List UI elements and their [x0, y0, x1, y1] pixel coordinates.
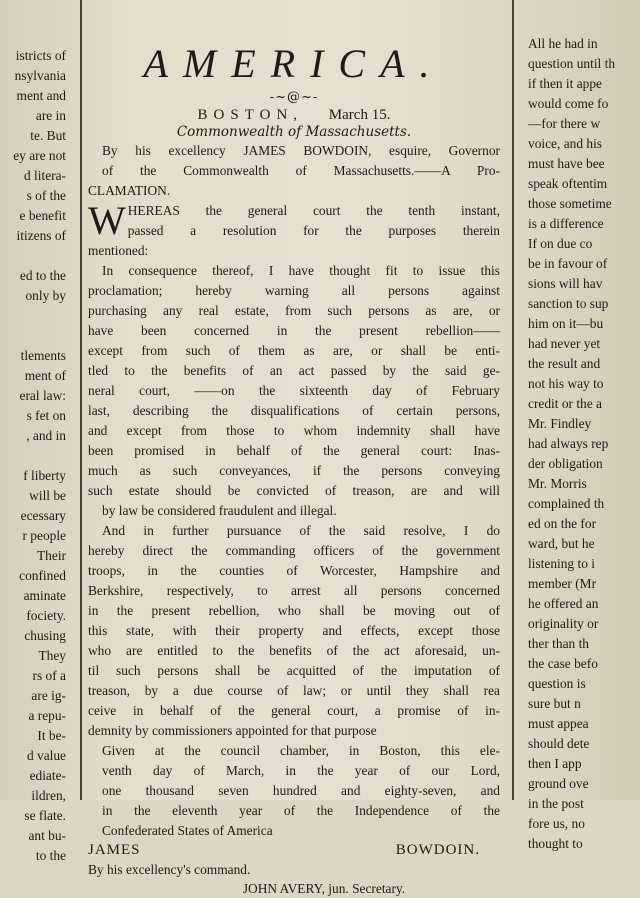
right-column-line: Mr. Findley	[528, 414, 640, 434]
right-column-line: ther than th	[528, 634, 640, 654]
right-column-line: had always rep	[528, 434, 640, 454]
command-line: By his excellency's command.	[88, 860, 500, 880]
left-column-line: nsylvania	[0, 66, 66, 86]
right-column-line: in the post	[528, 794, 640, 814]
left-column-line: e benefit	[0, 206, 66, 226]
body-line: til such persons shall be acquitted of the imputation of	[88, 661, 500, 681]
left-column-line: chusing	[0, 626, 66, 646]
left-column-line: s of the	[0, 186, 66, 206]
left-column-line: are ig-	[0, 686, 66, 706]
body-line: been promised in behalf of the general court: Inas-	[88, 441, 500, 461]
left-column-line: fociety.	[0, 606, 66, 626]
right-column-line: he offered an	[528, 594, 640, 614]
right-column-line: if then it appe	[528, 74, 640, 94]
body-line: of the Commonwealth of Massachusetts.——A Pro-	[88, 161, 500, 181]
right-column-line: Mr. Morris	[528, 474, 640, 494]
body-line: HEREAS the general court the tenth instant,	[88, 201, 500, 221]
left-column-line: ant bu-	[0, 826, 66, 846]
dateline-date: March 15.	[329, 107, 391, 123]
right-column-line: listening to i	[528, 554, 640, 574]
right-column-line: der obligation	[528, 454, 640, 474]
article-america	[88, 0, 500, 898]
body-line: By his excellency JAMES BOWDOIN, esquire, Governor	[88, 141, 500, 161]
right-column-line: ed on the for	[528, 514, 640, 534]
left-column-line: itizens of	[0, 226, 66, 246]
body-line: purchasing any real estate, from such persons as are, or	[88, 301, 500, 321]
right-column-line: member (Mr	[528, 574, 640, 594]
body-line: In consequence thereof, I have thought fit to issue this	[88, 261, 500, 281]
body-line: passed a resolution for the purposes therein	[88, 221, 500, 241]
left-column-line: istricts of	[0, 46, 66, 66]
left-column-line: ediate-	[0, 766, 66, 786]
left-column-line: s fet on	[0, 406, 66, 426]
right-column-line: sure but n	[528, 694, 640, 714]
body-line: Given at the council chamber, in Boston, this ele-	[88, 741, 500, 761]
left-column-line	[0, 246, 66, 266]
left-column-line: only by	[0, 286, 66, 306]
body-line: neral court, ——on the sixteenth day of February	[88, 381, 500, 401]
left-column-line	[0, 326, 66, 346]
left-column-line	[0, 306, 66, 326]
body-line: tled to the benefits of an act passed by the said ge-	[88, 361, 500, 381]
left-column-line: ey are not	[0, 146, 66, 166]
right-column	[528, 34, 640, 854]
left-column-line: d litera-	[0, 166, 66, 186]
left-column-line: It be-	[0, 726, 66, 746]
right-column-line: If on due co	[528, 234, 640, 254]
left-column-line: d value	[0, 746, 66, 766]
left-column-line: confined	[0, 566, 66, 586]
body-line: much as such conveyances, if the persons conveying	[88, 461, 500, 481]
right-column-line: sanction to sup	[528, 294, 640, 314]
body-line: venth day of March, in the year of our Lord,	[88, 761, 500, 781]
right-column-line: thought to	[528, 834, 640, 854]
left-column-line: a repu-	[0, 706, 66, 726]
left-column-line: ment of	[0, 366, 66, 386]
right-column-line: voice, and his	[528, 134, 640, 154]
body-line: who are entitled to the benefits of the act aforesaid, un-	[88, 641, 500, 661]
right-column-line: ward, but he	[528, 534, 640, 554]
left-column-line: Their	[0, 546, 66, 566]
right-column-line: the case befo	[528, 654, 640, 674]
body-line: mentioned:	[88, 241, 500, 261]
left-column-line: are in	[0, 106, 66, 126]
left-column-line: , and in	[0, 426, 66, 446]
ornament-divider: -~@~-	[88, 90, 500, 106]
left-column-line: ment and	[0, 86, 66, 106]
body-line: in the present rebellion, who shall be moving out of	[88, 601, 500, 621]
right-column-line: must have bee	[528, 154, 640, 174]
right-column-line: then I app	[528, 754, 640, 774]
left-column-line: f liberty	[0, 466, 66, 486]
left-column-line: se flate.	[0, 806, 66, 826]
right-column-line: originality or	[528, 614, 640, 634]
dateline	[88, 106, 500, 124]
body-line: Confederated States of America	[88, 821, 500, 841]
body-line: And in further pursuance of the said resolve, I do	[88, 521, 500, 541]
right-column-line: the result and	[528, 354, 640, 374]
right-column-line: must appea	[528, 714, 640, 734]
left-column-line	[0, 446, 66, 466]
body-line: and except from those to whom indemnity shall have	[88, 421, 500, 441]
left-column-line: te. But	[0, 126, 66, 146]
left-column-line: eral law:	[0, 386, 66, 406]
body-line: troops, in the counties of Worcester, Hampshire and	[88, 561, 500, 581]
commonwealth-heading: Commonwealth of Massachusetts.	[88, 124, 500, 141]
body-line: except from such of them as are, or shall be enti-	[88, 341, 500, 361]
left-column-line: ed to the	[0, 266, 66, 286]
body-line: demnity by commissioners appointed for that purpose	[88, 721, 500, 741]
right-column-line: him on it—bu	[528, 314, 640, 334]
right-column-line: credit or the a	[528, 394, 640, 414]
body-line: this state, with their property and effects, except those	[88, 621, 500, 641]
left-column	[0, 46, 66, 866]
dateline-place: BOSTON,	[198, 107, 304, 123]
left-column-line: aminate	[0, 586, 66, 606]
column-rule-left	[80, 0, 82, 800]
left-column-line: rs of a	[0, 666, 66, 686]
right-column-line: be in favour of	[528, 254, 640, 274]
left-column-line: to the	[0, 846, 66, 866]
right-column-line: complained th	[528, 494, 640, 514]
right-column-line: speak oftentim	[528, 174, 640, 194]
right-column-line: ground ove	[528, 774, 640, 794]
right-column-line: sions will hav	[528, 274, 640, 294]
left-column-line: ecessary	[0, 506, 66, 526]
left-column-line: tlements	[0, 346, 66, 366]
left-column-line: will be	[0, 486, 66, 506]
body-line: Berkshire, respectively, to arrest all persons concerned	[88, 581, 500, 601]
article-title: AMERICA.	[88, 40, 500, 88]
right-column-line: All he had in	[528, 34, 640, 54]
body-line: ceive in behalf of the general court, a promise of in-	[88, 701, 500, 721]
drop-cap-w: W	[88, 203, 126, 239]
body-line: one thousand seven hundred and eighty-seven, and	[88, 781, 500, 801]
right-column-line: —for there w	[528, 114, 640, 134]
secretary-line: JOHN AVERY, jun. Secretary.	[88, 880, 500, 898]
right-column-line: would come fo	[528, 94, 640, 114]
proclamation-body	[88, 141, 500, 841]
body-line: by law be considered fraudulent and illegal.	[88, 501, 500, 521]
body-line: treason, by a due course of law; or until they shall rea	[88, 681, 500, 701]
body-line: CLAMATION.	[88, 181, 500, 201]
right-column-line: question is	[528, 674, 640, 694]
body-line: last, describing the disqualifications of certain persons,	[88, 401, 500, 421]
signature: JAMES BOWDOIN.	[88, 841, 500, 860]
body-line: hereby direct the commanding officers of the government	[88, 541, 500, 561]
body-line: in the eleventh year of the Independence of the	[88, 801, 500, 821]
right-column-line: is a difference	[528, 214, 640, 234]
left-column-line: They	[0, 646, 66, 666]
right-column-line: not his way to	[528, 374, 640, 394]
column-rule-right	[512, 0, 514, 800]
right-column-line: those sometime	[528, 194, 640, 214]
right-column-line: should dete	[528, 734, 640, 754]
right-column-line: question until th	[528, 54, 640, 74]
body-line: proclamation; hereby warning all persons against	[88, 281, 500, 301]
left-column-line: r people	[0, 526, 66, 546]
left-column-line: ildren,	[0, 786, 66, 806]
right-column-line: had never yet	[528, 334, 640, 354]
body-line: have been concerned in the present rebellion——	[88, 321, 500, 341]
body-line: such estate should be convicted of treason, are and will	[88, 481, 500, 501]
right-column-line: fore us, no	[528, 814, 640, 834]
